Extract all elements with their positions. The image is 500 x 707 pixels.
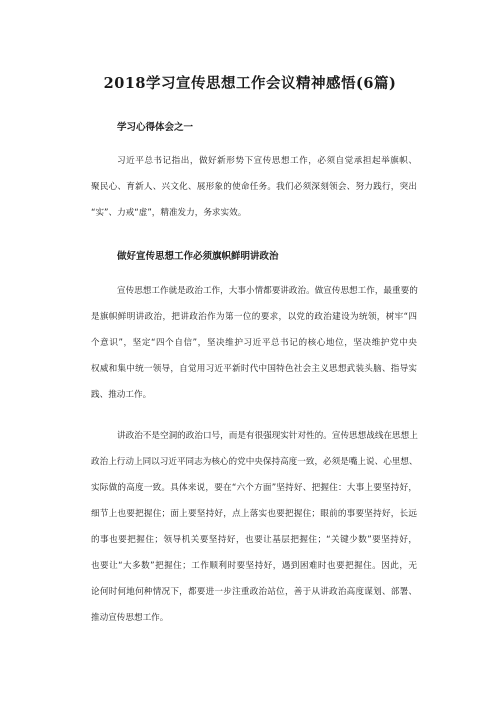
paragraph-line: 宣传思想工作就是政治工作，大事小情都要讲政治。做宣传思想工作，最重要的 [117,286,418,296]
paragraph-line: 实际做的高度一致。具体来说，要在“六个方面”坚持好、把握住：大事上要坚持好， [91,483,417,493]
paragraph-line: 政治上行动上同以习近平同志为核心的党中央保持高度一致，必须是嘴上说、心里想、 [91,457,418,467]
paragraph-line: 个意识”，坚定“四个自信”，坚决维护习近平总书记的核心地位，坚决维护党中央 [91,338,417,348]
paragraph-line: 推动宣传思想工作。 [91,613,169,623]
paragraph-line: 讲政治不是空洞的政治口号，而是有很强现实针对性的。宣传思想战线在思想上 [117,431,418,441]
paragraph-line: 是旗帜鲜明讲政治，把讲政治作为第一位的要求，以党的政治建设为统领，树牢“四 [91,312,417,322]
paragraph-line: 习近平总书记指出，做好新形势下宣传思想工作，必须自觉承担起举旗帜、 [117,156,417,166]
paragraph-line: 权威和集中统一领导，自觉用习近平新时代中国特色社会主义思想武装头脑、指导实 [91,364,417,374]
paragraph-line: “实”、力戒“虚”，精准发力，务求实效。 [91,208,247,218]
section-heading: 学习心得体会之一 [117,122,194,133]
paragraph-line: 的事也要把握住；领导机关要坚持好，也要让基层把握住；“关键少数”要坚持好， [91,535,417,545]
paragraph-line: 论何时何地何种情况下，都要进一步注重政治站位，善于从讲政治高度谋划、部署、 [91,587,417,597]
paragraph-line: 聚民心、育新人、兴文化、展形象的使命任务。我们必须深刻领会、努力践行，突出 [91,182,417,192]
paragraph-line: 践、推动工作。 [91,390,152,400]
paragraph-line: 也要让“大多数”把握住；工作顺利时要坚持好，遇到困难时也要把握住。因此，无 [91,561,417,571]
document-title: 2018学习宣传思想工作会议精神感悟(6篇) [103,75,397,92]
paragraph-line: 细节上也要把握住；面上要坚持好，点上落实也要把握住；眼前的事要坚持好，长远 [91,509,417,519]
subheading: 做好宣传思想工作必须旗帜鲜明讲政治 [117,251,279,262]
